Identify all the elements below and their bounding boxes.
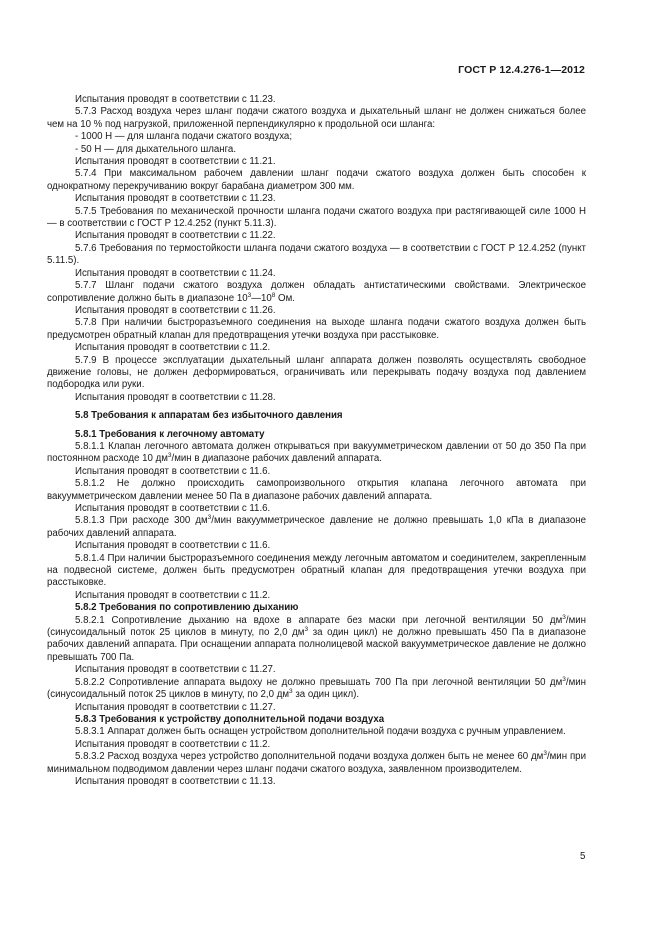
clause-5-8-2-2 xyxy=(47,677,586,702)
text-run: —10 xyxy=(251,292,272,304)
superscript: 3 xyxy=(304,626,309,634)
clause-5-7-8: 5.7.8 При наличии быстроразъемного соединения на выходе шланга подачи сжатого воздуха должен быть предусмотрен обратный клапан для предотвращения утечки воздуха при расстыковке. xyxy=(47,317,586,341)
paragraph: Испытания проводят в соответствии с 11.23. xyxy=(75,94,276,105)
document-header: ГОСТ Р 12.4.276-1—2012 xyxy=(458,64,585,76)
text-run: за один цикл) не должно превышать 450 Па в диапазоне рабочих давлений аппарата. При оснащении аппарата полнолицевой маской вакуумметрическое давление не должно превышать 700 Па. xyxy=(47,627,586,663)
clause-5-8-1-1 xyxy=(47,441,586,466)
superscript: 3 xyxy=(289,688,293,696)
paragraph: Испытания проводят в соответствии с 11.21. xyxy=(75,156,276,168)
clause-5-7-9: 5.7.9 В процессе эксплуатации дыхательный шланг аппарата должен позволять осуществлять свободное движение головы, не должен деформироваться, ограничивать или перекрывать подачу воздуха под давлением подбородка или руки. xyxy=(47,354,586,391)
paragraph: Испытания проводят в соответствии с 11.27. xyxy=(75,701,276,713)
paragraph: Испытания проводят в соответствии с 11.6. xyxy=(75,465,271,477)
page-number: 5 xyxy=(580,851,586,862)
text-run: 5.7.7 Шланг подачи сжатого воздуха должен обладать антистатическими свойствами. Электрическое сопротивление должно быть в диапазоне 10 xyxy=(47,280,586,304)
clause-5-7-4: 5.7.4 При максимальном рабочем давлении шланг подачи сжатого воздуха должен быть способен к однократному перекручиванию вокруг барабана диаметром 300 мм. xyxy=(47,168,586,192)
subsection-heading-5-8-3: 5.8.3 Требования к устройству дополнительной подачи воздуха xyxy=(75,713,385,725)
text-run: 5.8.1.1 Клапан легочного автомата должен открываться при вакуумметрическом давлении от 50 до 350 Па при постоянном расходе 10 дм xyxy=(47,440,586,465)
paragraph: Испытания проводят в соответствии с 11.2. xyxy=(75,342,271,354)
paragraph: Испытания проводят в соответствии с 11.22. xyxy=(75,230,276,242)
clause-5-7-5: 5.7.5 Требования по механической прочности шланга подачи сжатого воздуха при растягивающей силе 1000 Н — в соответствии с ГОСТ Р 12.4.252 (пункт 5.11.3). xyxy=(47,205,586,230)
text-run: /мин (синусоидальный поток 25 циклов в минуту, по 2,0 дм xyxy=(47,676,586,701)
text-run: Ом. xyxy=(275,292,295,304)
paragraph: Испытания проводят в соответствии с 11.13. xyxy=(75,775,276,787)
paragraph: Испытания проводят в соответствии с 11.23. xyxy=(75,193,276,205)
section-heading-5-8: 5.8 Требования к аппаратам без избыточного давления xyxy=(75,410,343,422)
text-run: /мин в диапазоне рабочих давлений аппарата. xyxy=(171,453,382,465)
superscript: 3 xyxy=(207,514,212,522)
paragraph: Испытания проводят в соответствии с 11.2. xyxy=(75,738,271,750)
clause-5-8-3-1: 5.8.3.1 Аппарат должен быть оснащен устройством дополнительной подачи воздуха с ручным управлением. xyxy=(75,726,566,738)
superscript: 3 xyxy=(562,613,566,621)
document-body xyxy=(47,94,586,788)
paragraph: Испытания проводят в соответствии с 11.24. xyxy=(75,267,276,279)
subsection-heading-5-8-2: 5.8.2 Требования по сопротивлению дыханию xyxy=(75,602,299,614)
superscript: 3 xyxy=(543,750,547,758)
list-item: - 50 Н — для дыхательного шланга. xyxy=(75,143,237,155)
clause-5-8-1-3 xyxy=(47,515,586,540)
clause-5-8-3-2 xyxy=(47,751,586,776)
superscript: 3 xyxy=(167,452,172,460)
text-run: за один цикл). xyxy=(292,689,360,701)
clause-5-8-2-1 xyxy=(47,615,586,665)
superscript: 3 xyxy=(247,291,252,299)
text-run: /мин вакуумметрическое давление не должно превышать 1,0 кПа в диапазоне рабочих давлений аппарата. xyxy=(47,515,586,539)
clause-5-7-7 xyxy=(47,280,586,305)
list-item: - 1000 Н — для шланга подачи сжатого воздуха; xyxy=(75,131,293,143)
clause-5-8-1-4: 5.8.1.4 При наличии быстроразъемного соединения между легочным автоматом и соединителем, закрепленным на подвесной системе, должен быть предусмотрен обратный клапан для предотвращения утечки воздуха при расстыковке. xyxy=(47,552,586,589)
clause-5-7-3: 5.7.3 Расход воздуха через шланг подачи сжатого воздуха и дыхательный шланг не должен снижаться более чем на 10 % под нагрузкой, приложенной перпендикулярно к продольной оси шланга: xyxy=(47,106,586,130)
paragraph: Испытания проводят в соответствии с 11.26. xyxy=(75,304,276,316)
superscript: 8 xyxy=(271,291,276,299)
paragraph: Испытания проводят в соответствии с 11.6. xyxy=(75,540,271,552)
superscript: 3 xyxy=(562,675,566,683)
text-run: /мин (синусоидальный поток 25 циклов в минуту, по 2,0 дм xyxy=(47,614,586,639)
text-run: /мин при минимальном подводимом давлении через шланг подачи сжатого воздуха, заявленном производителем. xyxy=(47,751,586,775)
paragraph: Испытания проводят в соответствии с 11.28. xyxy=(75,391,276,403)
clause-5-8-1-2: 5.8.1.2 Не должно происходить самопроизвольного открытия клапана легочного автомата при вакуумметрическом давлении менее 50 Па в диапазоне рабочих давлений аппарата. xyxy=(47,478,586,502)
paragraph: Испытания проводят в соответствии с 11.6. xyxy=(75,503,271,514)
clause-5-7-6: 5.7.6 Требования по термостойкости шланга подачи сжатого воздуха — в соответствии с ГОСТ Р 12.4.252 (пункт 5.11.5). xyxy=(47,242,586,267)
text-run: 5.8.1.3 При расходе 300 дм xyxy=(75,515,208,527)
text-run: 5.8.2.2 Сопротивление аппарата выдоху не должно превышать 700 Па при легочной вентиляции 50 дм xyxy=(75,676,563,688)
subsection-heading-5-8-1: 5.8.1 Требования к легочному автомату xyxy=(75,428,265,440)
paragraph: Испытания проводят в соответствии с 11.27. xyxy=(75,664,276,676)
text-run: 5.8.2.1 Сопротивление дыханию на вдохе в аппарате без маски при легочной вентиляции 50 дм xyxy=(75,614,563,626)
paragraph: Испытания проводят в соответствии с 11.2. xyxy=(75,589,271,601)
text-run: 5.8.3.2 Расход воздуха через устройство дополнительной подачи воздуха должен быть не менее 60 дм xyxy=(75,751,544,763)
